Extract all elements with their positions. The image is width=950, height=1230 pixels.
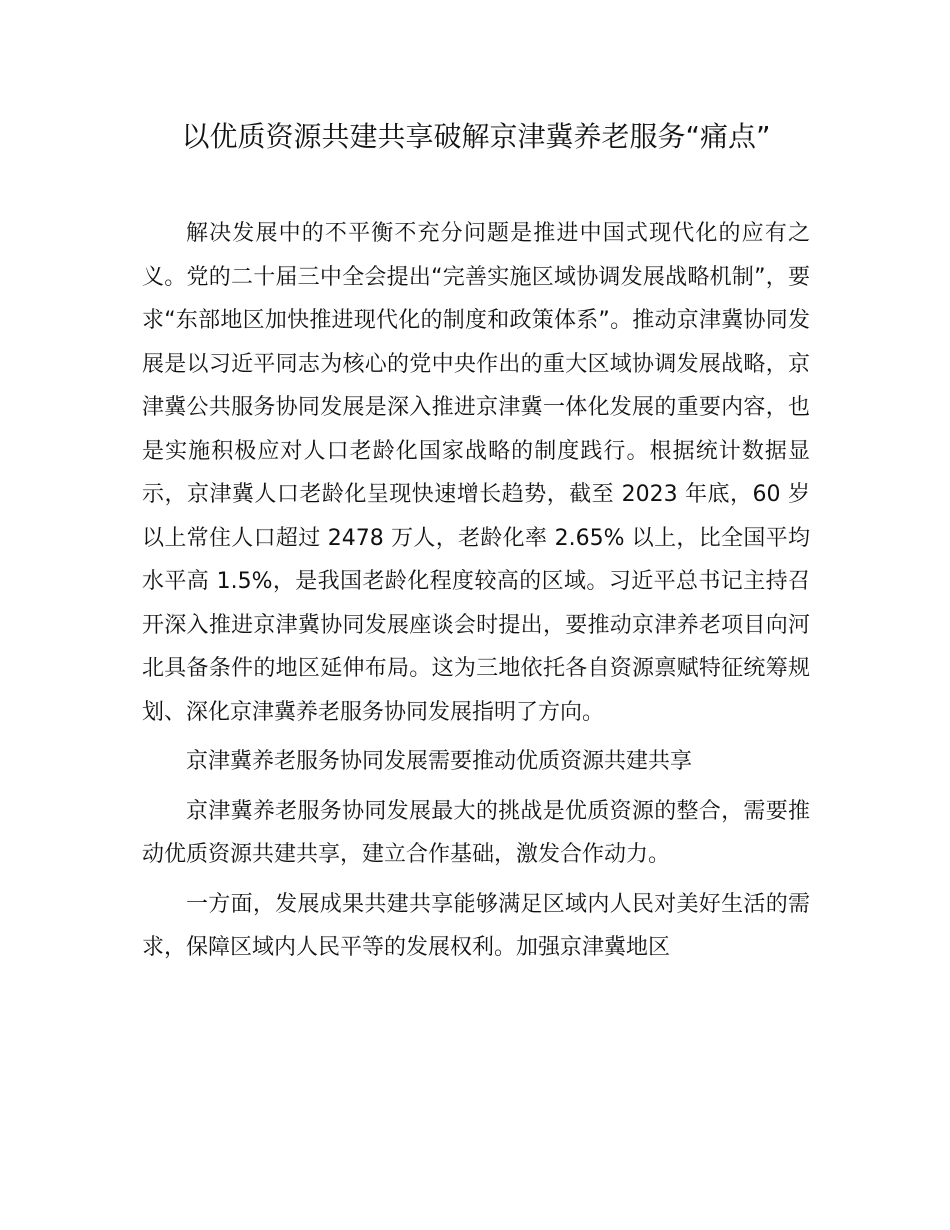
document-body <box>142 212 810 976</box>
paragraph-challenge: 京津冀养老服务协同发展最大的挑战是优质资源的整合，需要推动优质资源共建共享，建立合作基础，激发合作动力。 <box>142 798 810 867</box>
paragraph-first-aspect: 一方面，发展成果共建共享能够满足区域内人民对美好生活的需求，保障区域内人民平等的发展权利。加强京津冀地区 <box>142 891 810 960</box>
paragraph-intro: 解决发展中的不平衡不充分问题是推进中国式现代化的应有之义。党的二十届三中全会提出“完善实施区域协调发展战略机制”，要求“东部地区加快推进现代化的制度和政策体系”。推动京津冀协同发展是以习近平同志为核心的党中央作出的重大区域协调发展战略，京津冀公共服务协同发展是深入推进京津冀一体化发展的重要内容，也是实施积极应对人口老龄化国家战略的制度践行。根据统计数据显示，京津冀人口老龄化呈现快速增长趋势，截至 2023 年底，60 岁以上常住人口超过 2478 万人，老龄化率 2.65% 以上，比全国平均水平高 1.5%，是我国老龄化程度较高的区域。习近平总书记主持召开深入推进京津冀协同发展座谈会时提出，要推动京津养老项目向河北具备条件的地区延伸布局。这为三地依托各自资源禀赋特征统筹规划、深化京津冀养老服务协同发展指明了方向。 <box>142 221 810 725</box>
document-title: 以优质资源共建共享破解京津冀养老服务“痛点” <box>181 120 771 153</box>
section-heading: 京津冀养老服务协同发展需要推动优质资源共建共享 <box>186 749 693 774</box>
